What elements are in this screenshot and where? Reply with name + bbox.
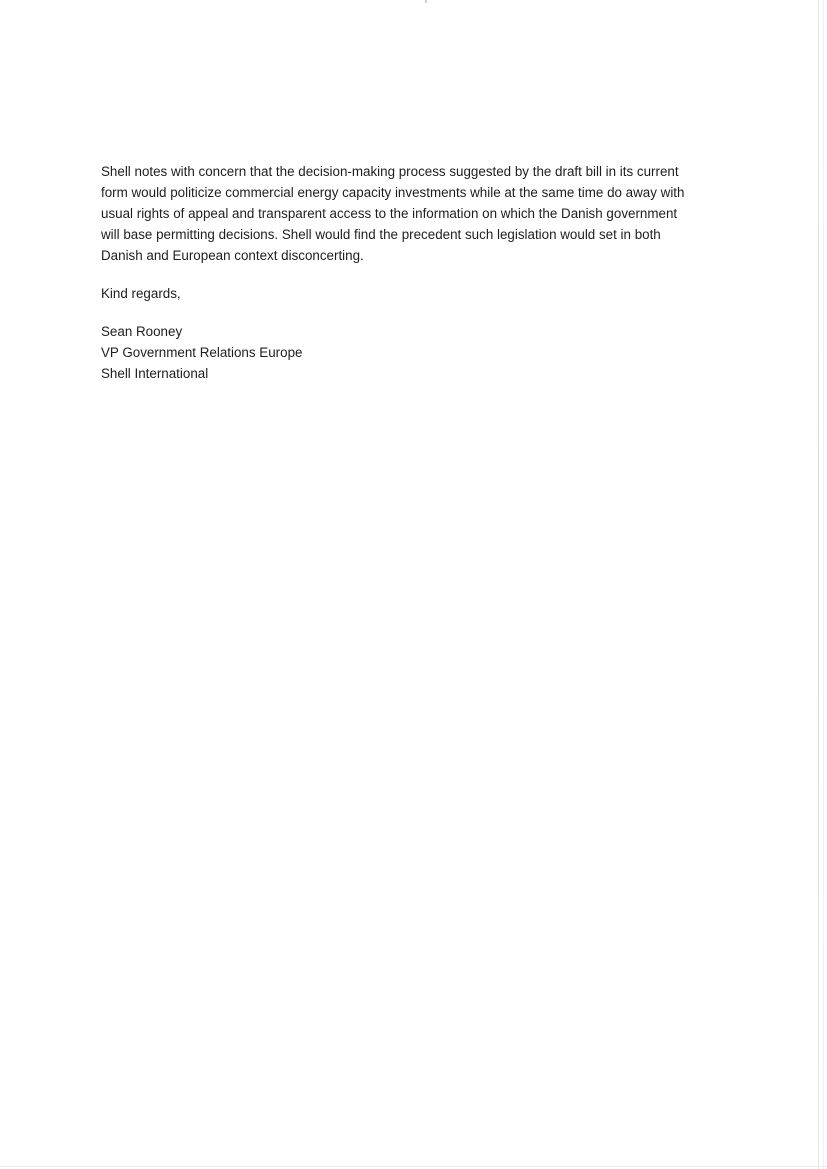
signature-title: VP Government Relations Europe xyxy=(101,345,303,360)
body-line: usual rights of appeal and transparent access to the information on which the Danish government xyxy=(101,206,678,221)
scan-bottom-line xyxy=(0,1166,827,1167)
scan-speck xyxy=(425,0,427,3)
body-line: will base permitting decisions. Shell would find the precedent such legislation would set in both xyxy=(101,227,661,242)
signature-organization: Shell International xyxy=(101,366,209,381)
signature-block xyxy=(101,321,713,384)
scan-edge-line xyxy=(818,0,819,1169)
body-line: form would politicize commercial energy capacity investments while at the same time do away with xyxy=(101,185,685,200)
scan-edge-line-outer xyxy=(823,0,824,1169)
letter-content xyxy=(101,161,713,384)
signature-name: Sean Rooney xyxy=(101,324,183,339)
body-paragraph xyxy=(101,161,713,266)
body-line: Danish and European context disconcerting. xyxy=(101,248,364,263)
closing-salutation: Kind regards, xyxy=(101,286,181,301)
body-line: Shell notes with concern that the decision-making process suggested by the draft bill in its current xyxy=(101,164,679,179)
